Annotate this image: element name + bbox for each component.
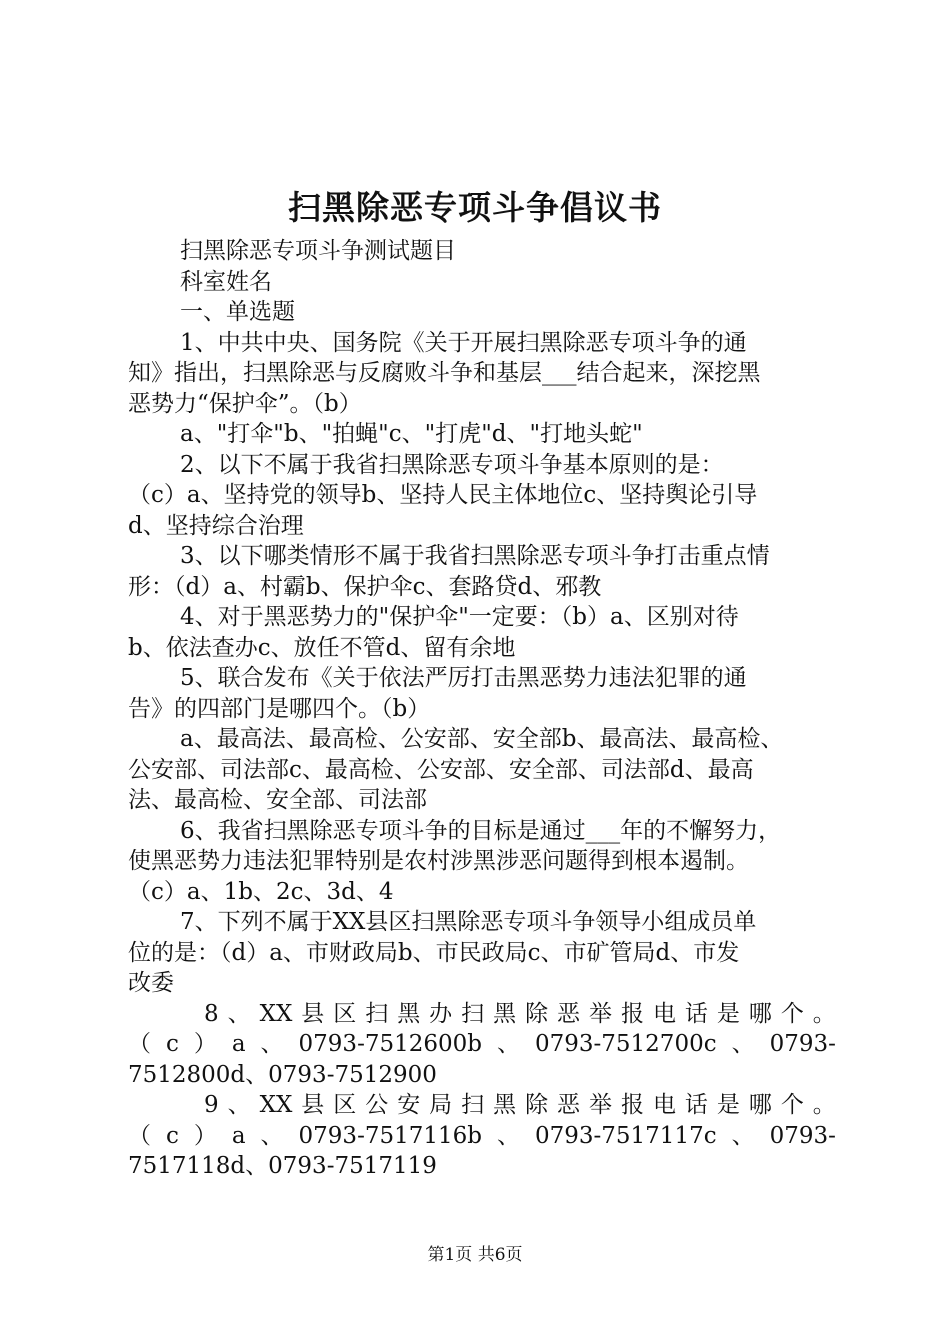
text-line: （ c ） a 、 0793-7517116b 、 0793-7517117c 、 0793- <box>128 1122 836 1149</box>
text-line: （ c ） a 、 0793-7512600b 、 0793-7512700c 、 0793- <box>128 1031 836 1057</box>
document-title: 扫黑除恶专项斗争倡议书 <box>288 188 662 227</box>
text-line: 4、对于黑恶势力的"保护伞"一定要：（b）a、区别对待 <box>180 604 739 630</box>
text-line: 公安部、司法部c、最高检、公安部、安全部、司法部d、最高 <box>128 756 754 783</box>
text-line: 扫黑除恶专项斗争测试题目 <box>180 238 456 264</box>
text-line: b、依法查办c、放任不管d、留有余地 <box>128 634 516 661</box>
document-body <box>128 236 836 1182</box>
text-line: 1、中共中央、国务院《关于开展扫黑除恶专项斗争的通 <box>180 329 747 356</box>
text-line: 6、我省扫黑除恶专项斗争的目标是通过___年的不懈努力， <box>180 817 782 844</box>
text-line: 2、以下不属于我省扫黑除恶专项斗争基本原则的是： <box>180 451 724 478</box>
text-line: 7517118d、0793-7517119 <box>128 1153 437 1179</box>
text-line: 一、单选题 <box>180 299 295 325</box>
text-line: （c）a、坚持党的领导b、坚持人民主体地位c、坚持舆论引导 <box>128 482 758 508</box>
text-line: 恶势力“保护伞”。（b） <box>128 390 362 417</box>
text-line: 形：（d）a、村霸b、保护伞c、套路贷d、邪教 <box>128 573 602 600</box>
text-line: 使黑恶势力违法犯罪特别是农村涉黑涉恶问题得到根本遏制。 <box>128 848 749 874</box>
text-line: 改委 <box>128 970 174 996</box>
text-line: a、最高法、最高检、公安部、安全部b、最高法、最高检、 <box>180 726 784 752</box>
text-line: （c）a、1b、2c、3d、4 <box>128 878 394 905</box>
text-line: 7、下列不属于XX县区扫黑除恶专项斗争领导小组成员单 <box>180 909 757 935</box>
text-line: 5、联合发布《关于依法严厉打击黑恶势力违法犯罪的通 <box>180 665 747 691</box>
text-line: 知》指出，扫黑除恶与反腐败斗争和基层___结合起来，深挖黑 <box>128 360 761 386</box>
text-line: 告》的四部门是哪四个。（b） <box>128 695 431 722</box>
text-line: 法、最高检、安全部、司法部 <box>128 787 427 813</box>
text-line: 9 、 XX 县 区 公 安 局 扫 黑 除 恶 举 报 电 话 是 哪 个 。 <box>204 1092 836 1118</box>
text-line: d、坚持综合治理 <box>128 512 304 539</box>
text-line: 科室姓名 <box>180 268 272 295</box>
text-line: 8 、 XX 县 区 扫 黑 办 扫 黑 除 恶 举 报 电 话 是 哪 个 。 <box>204 1000 836 1027</box>
text-line: 位的是：（d）a、市财政局b、市民政局c、市矿管局d、市发 <box>128 939 740 966</box>
text-line: a、"打伞"b、"拍蝇"c、"打虎"d、"打地头蛇" <box>180 421 643 447</box>
text-line: 7512800d、0793-7512900 <box>128 1061 437 1088</box>
page-footer: 第1页 共6页 <box>427 1245 523 1265</box>
text-line: 3、以下哪类情形不属于我省扫黑除恶专项斗争打击重点情 <box>180 543 770 569</box>
